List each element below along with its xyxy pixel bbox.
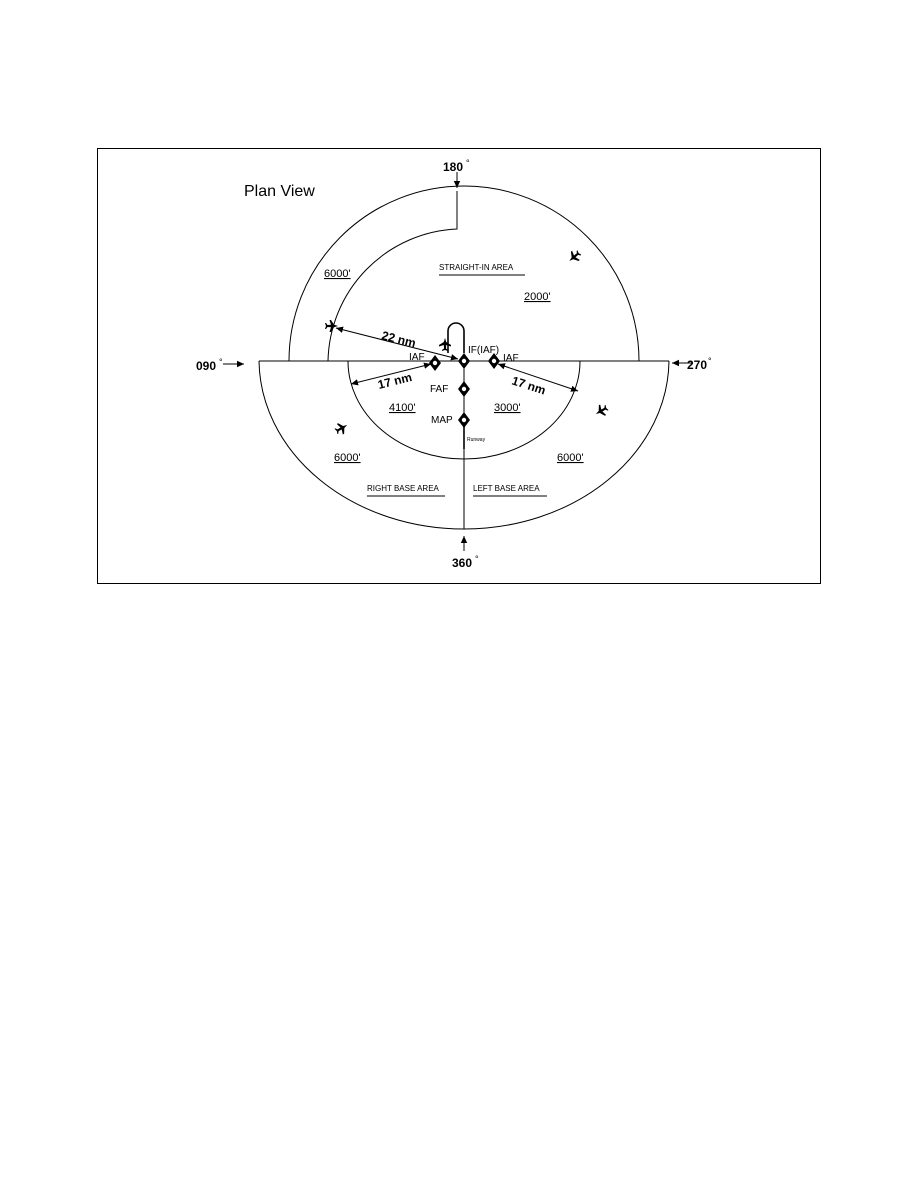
heading-180-label: 180 °: [443, 158, 470, 174]
distance-17nm-left-label: 17 nm: [376, 369, 414, 392]
altitude-base-left: 6000': [334, 452, 361, 464]
heading-360-label: 360 °: [452, 554, 479, 570]
approach-diagram: [98, 149, 822, 585]
left-base-area-label: LEFT BASE AREA: [473, 484, 540, 493]
airplane-icon: [325, 320, 338, 332]
airplane-icon: [333, 420, 350, 437]
fix-iaf-right-label: IAF: [503, 353, 519, 364]
airplane-icon: [566, 248, 584, 266]
right-base-area-label: RIGHT BASE AREA: [367, 484, 439, 493]
fix-iaf-left-label: IAF: [409, 352, 425, 363]
airplane-icon: [439, 338, 451, 351]
heading-270-label: 270°: [687, 356, 712, 372]
fix-faf-symbol: [458, 381, 470, 397]
distance-17nm-right-label: 17 nm: [510, 373, 548, 398]
fix-faf-label: FAF: [430, 384, 449, 395]
distance-22nm-label: 22 nm: [380, 328, 418, 351]
plan-view-figure: [97, 148, 821, 584]
fix-map-symbol: [458, 412, 470, 428]
altitude-outer-left: 6000': [324, 268, 351, 280]
fix-iaf-left-symbol: [429, 355, 441, 371]
altitude-straight-in: 2000': [524, 291, 551, 303]
altitude-inner-left: 4100': [389, 402, 416, 414]
heading-090-label: 090 °: [196, 357, 223, 373]
fix-map-label: MAP: [431, 415, 453, 426]
holding-pattern: [448, 323, 464, 353]
altitude-inner-right: 3000': [494, 402, 521, 414]
altitude-base-right: 6000': [557, 452, 584, 464]
runway-label: Runway: [467, 437, 486, 443]
airplane-icon: [593, 402, 610, 419]
diagram-title: Plan View: [244, 183, 315, 200]
fix-if-label: IF(IAF): [468, 345, 500, 356]
straight-in-area-label: STRAIGHT-IN AREA: [439, 263, 514, 272]
